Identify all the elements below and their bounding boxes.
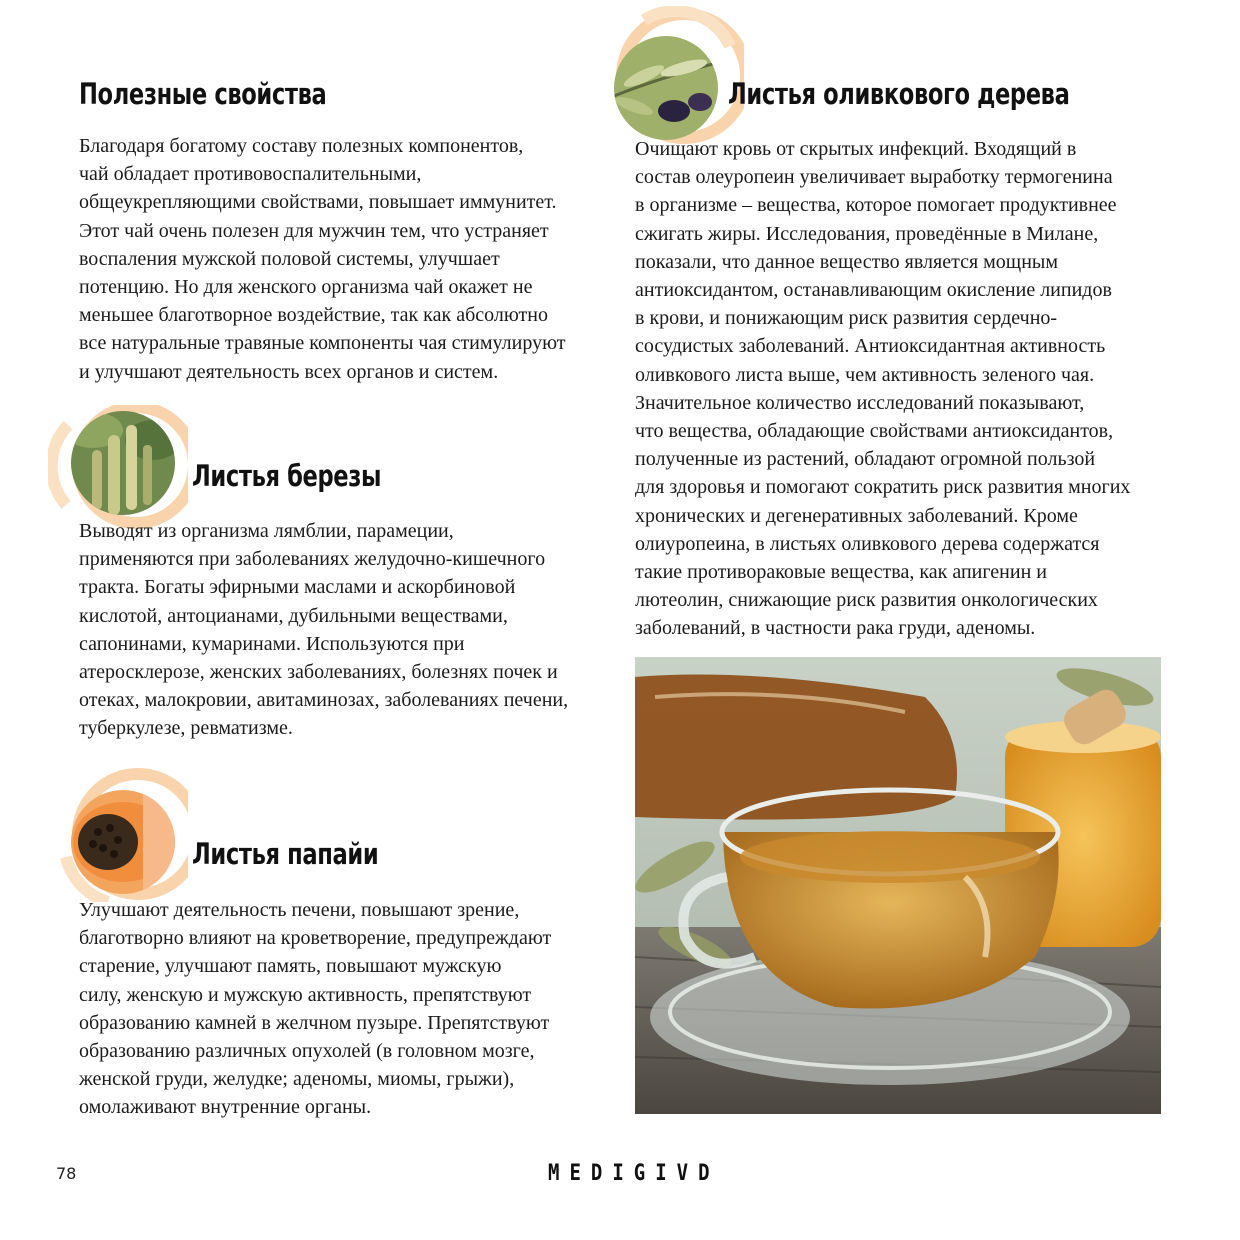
text-line: кислотой, антоцианами, дубильными веществами,: [79, 604, 508, 627]
text-line: применяются при заболеваниях желудочно-кишечного: [79, 548, 546, 571]
text-line: Благодаря богатому составу полезных компонентов,: [79, 135, 524, 157]
text-line: олиуропеина, в листьях оливкового дерева содержатся: [635, 532, 1100, 555]
olive-title: Листья оливкового дерева: [728, 77, 1070, 111]
text-line: Улучшают деятельность печени, повышают зрение,: [79, 899, 520, 921]
text-line: полученные из растений, обладают огромной пользой: [635, 448, 1096, 471]
text-line: антиоксидантом, останавливающим окисление липидов: [635, 279, 1112, 302]
text-line: потенцию. Но для женского организма чай окажет не: [79, 276, 533, 299]
text-line: силу, женскую и мужскую активность, препятствуют: [79, 983, 532, 1006]
text-line: общеукрепляющими свойствами, повышает иммунитет.: [79, 191, 557, 214]
text-line: в крови, и понижающим риск развития сердечно-: [635, 307, 1058, 330]
text-line: омолаживают внутренние органы.: [79, 1096, 372, 1119]
papaya-icon: [48, 762, 188, 902]
benefits-text: [79, 132, 566, 386]
text-line: и улучшают деятельность всех органов и систем.: [79, 360, 499, 383]
text-line: образованию различных опухолей (в головном мозге,: [79, 1040, 535, 1063]
text-line: для здоровья и помогают сократить риск развития многих: [635, 476, 1131, 499]
text-line: отеках, малокровии, авитаминозах, заболеваниях печени,: [79, 689, 569, 712]
text-line: все натуральные травяные компоненты чая стимулируют: [79, 332, 566, 355]
text-line: Значительное количество исследований показывают,: [635, 391, 1085, 414]
text-line: тракта. Богаты эфирными маслами и аскорбиновой: [79, 576, 516, 599]
birch-title: Листья березы: [192, 459, 382, 493]
birch-text: [79, 517, 568, 743]
tea-cup-with-honey-photo: [635, 657, 1161, 1114]
text-line: что вещества, обладающие свойствами антиоксидантов,: [635, 420, 1114, 443]
papaya-text: [79, 896, 551, 1122]
text-line: воспаления мужской половой системы, улучшает: [79, 247, 500, 270]
text-line: сжигать жиры. Исследования, проведённые в Милане,: [635, 222, 1099, 245]
text-line: женской груди, желудке; аденомы, миомы, грыжи),: [79, 1068, 515, 1091]
text-line: чай обладает противовоспалительными,: [79, 163, 422, 186]
page-number: 78: [56, 1164, 77, 1183]
text-line: сапонинами, кумаринами. Используются при: [79, 632, 465, 655]
benefits-title: Полезные свойства: [79, 77, 327, 111]
text-line: показали, что данное вещество является мощным: [635, 250, 1058, 273]
text-line: заболеваний, в частности рака груди, аденомы.: [635, 617, 1036, 640]
text-line: старение, улучшают память, повышают мужскую: [79, 955, 502, 978]
text-line: состав олеуропеин увеличивает выработку термогенина: [635, 166, 1113, 189]
text-line: в организме – вещества, которое помогает продуктивнее: [635, 194, 1117, 217]
text-line: оливкового листа выше, чем активность зеленого чая.: [635, 363, 1095, 386]
text-line: хронических и дегенеративных заболеваний. Кроме: [635, 504, 1078, 527]
text-line: меньшее благотворное воздействие, так как абсолютно: [79, 304, 548, 327]
text-line: Этот чай очень полезен для мужчин тем, что устраняет: [79, 219, 549, 242]
text-line: благотворно влияют на кроветворение, предупреждают: [79, 927, 552, 950]
text-line: Выводят из организма лямблии, парамеции,: [79, 520, 454, 542]
text-line: Очищают кровь от скрытых инфекций. Входящий в: [635, 138, 1077, 160]
text-line: образованию камней в желчном пузыре. Препятствуют: [79, 1011, 550, 1034]
olive-text: [635, 135, 1130, 643]
text-line: такие противораковые вещества, как апигенин и: [635, 561, 1047, 584]
brand-logo: MEDIGIVD: [548, 1160, 720, 1186]
text-line: атеросклерозе, женских заболеваниях, болезнях почек и: [79, 661, 558, 684]
text-line: сосудистых заболеваний. Антиоксидантная активность: [635, 335, 1106, 358]
text-line: туберкулезе, ревматизме.: [79, 717, 293, 740]
papaya-title: Листья папайи: [192, 837, 379, 871]
olive-branch-icon: [604, 6, 744, 146]
text-line: лютеолин, снижающие риск развития онкологических: [635, 589, 1098, 612]
